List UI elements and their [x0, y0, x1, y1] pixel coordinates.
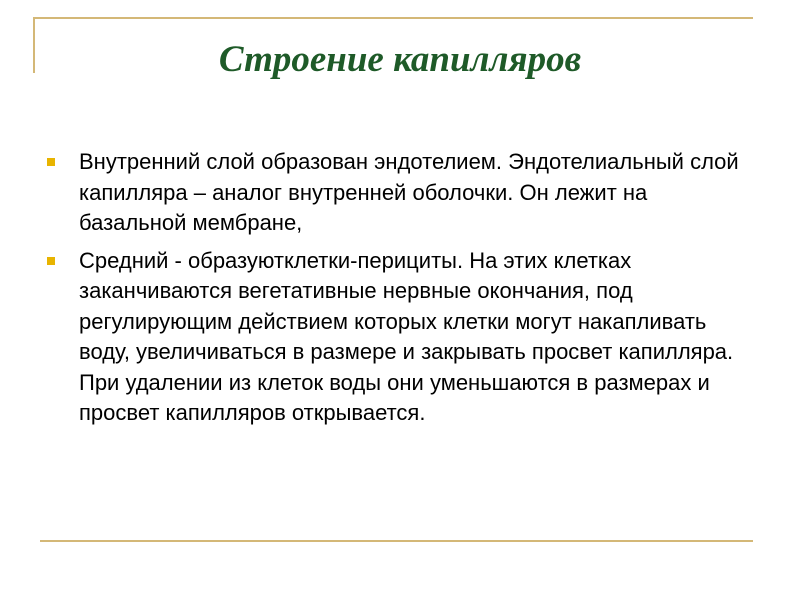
frame-top-line	[33, 17, 753, 19]
bullet-item-inner-layer	[44, 147, 744, 239]
bullet-text: Внутренний слой образован эндотелием. Эндотелиальный слой капилляра – аналог внутренней оболочки. Он лежит на базальной мембране,	[79, 149, 739, 235]
square-bullet-icon	[47, 158, 55, 166]
frame-bottom-line	[40, 540, 753, 542]
square-bullet-icon	[47, 257, 55, 265]
slide-title: Строение капилляров	[218, 39, 582, 80]
bullet-item-middle-layer	[44, 246, 744, 429]
bullet-list	[44, 147, 744, 436]
bullet-text: Средний - образуютклетки-перициты. На этих клетках заканчиваются вегетативные нервные окончания, под регулирующим действием которых клетки могут накапливать воду, увеличиваться в размере и закрывать просвет капилляра. При удалении из клеток воды они уменьшаются в размерах и просвет капилляров открывается.	[79, 247, 734, 425]
